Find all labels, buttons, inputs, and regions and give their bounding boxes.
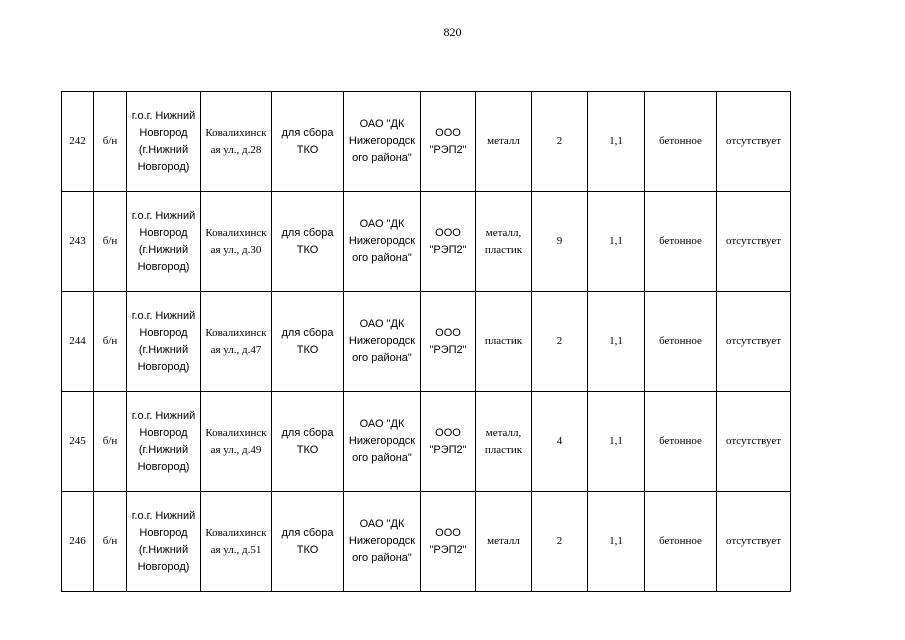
cell-fence <box>717 292 791 392</box>
cell-operator-line: "РЭП2" <box>429 543 467 556</box>
cell-operator-line: ООО <box>435 526 461 539</box>
cell-purpose <box>272 292 344 392</box>
cell-fence-text: отсутствует <box>725 135 782 147</box>
cell-container-count <box>532 192 588 292</box>
cell-management-company-line: Нижегородск <box>348 535 416 547</box>
cell-operator-line: ООО <box>435 226 461 239</box>
cell-registry-mark-text: б/н <box>102 335 118 347</box>
cell-purpose-line: для сбора <box>281 126 334 139</box>
cell-management-company-line: ого района" <box>352 252 412 264</box>
cell-fence <box>717 192 791 292</box>
cell-registry-mark <box>94 492 127 592</box>
cell-management-company <box>344 492 421 592</box>
cell-locality-line: г.о.г. Нижний <box>131 209 196 222</box>
cell-container-count-text: 2 <box>556 135 563 147</box>
cell-container-count <box>532 392 588 492</box>
cell-container-material <box>476 392 532 492</box>
cell-locality-line: Новгород) <box>137 460 190 473</box>
cell-container-count <box>532 492 588 592</box>
cell-operator <box>421 192 476 292</box>
cell-purpose <box>272 492 344 592</box>
cell-address-line: ая ул., д.28 <box>210 143 262 156</box>
table-row <box>62 292 791 392</box>
cell-registry-mark-text: б/н <box>102 135 118 147</box>
cell-operator <box>421 492 476 592</box>
cell-fence-text: отсутствует <box>725 335 782 347</box>
cell-surface-type <box>645 292 717 392</box>
cell-address-line: Ковалихинск <box>205 326 267 339</box>
cell-registry-mark <box>94 92 127 192</box>
cell-address <box>201 192 272 292</box>
cell-purpose-line: для сбора <box>281 226 334 239</box>
cell-container-material <box>476 92 532 192</box>
cell-locality <box>127 192 201 292</box>
cell-number-text: 244 <box>69 335 86 347</box>
cell-number <box>62 192 94 292</box>
cell-address <box>201 92 272 192</box>
cell-management-company-line: ОАО "ДК <box>359 318 405 330</box>
table-row <box>62 492 791 592</box>
cell-container-material-line: металл <box>487 535 520 547</box>
cell-container-material <box>476 492 532 592</box>
cell-fence-text: отсутствует <box>725 535 782 547</box>
cell-registry-mark-text: б/н <box>102 535 118 547</box>
cell-registry-mark <box>94 292 127 392</box>
cell-surface-type-text: бетонное <box>659 535 702 547</box>
cell-management-company-line: ОАО "ДК <box>359 118 405 130</box>
cell-container-volume <box>588 292 645 392</box>
cell-surface-type <box>645 192 717 292</box>
cell-container-material <box>476 292 532 392</box>
cell-surface-type-text: бетонное <box>659 335 702 347</box>
cell-management-company-line: Нижегородск <box>348 335 416 347</box>
cell-purpose <box>272 192 344 292</box>
cell-operator-line: "РЭП2" <box>429 343 467 356</box>
table-row <box>62 392 791 492</box>
cell-address-line: Ковалихинск <box>205 126 267 139</box>
cell-container-count <box>532 92 588 192</box>
cell-fence <box>717 392 791 492</box>
cell-locality-line: Новгород <box>139 526 188 539</box>
cell-management-company-line: ого района" <box>352 152 412 164</box>
cell-operator-line: ООО <box>435 326 461 339</box>
cell-operator-line: ООО <box>435 126 461 139</box>
cell-locality-line: Новгород) <box>137 360 190 373</box>
cell-purpose-line: ТКО <box>296 343 319 356</box>
cell-address-line: Ковалихинск <box>205 526 267 539</box>
cell-purpose-line: ТКО <box>296 543 319 556</box>
cell-locality-line: (г.Нижний <box>138 243 189 256</box>
cell-locality-line: (г.Нижний <box>138 443 189 456</box>
cell-locality-line: г.о.г. Нижний <box>131 309 196 322</box>
cell-management-company-line: ОАО "ДК <box>359 218 405 230</box>
cell-registry-mark-text: б/н <box>102 435 118 447</box>
cell-container-volume <box>588 492 645 592</box>
cell-registry-mark-text: б/н <box>102 235 118 247</box>
cell-container-material <box>476 192 532 292</box>
cell-locality-line: Новгород <box>139 126 188 139</box>
cell-locality-line: Новгород) <box>137 160 190 173</box>
cell-locality <box>127 92 201 192</box>
cell-container-count-text: 4 <box>556 435 563 447</box>
cell-address-line: ая ул., д.47 <box>210 343 262 356</box>
cell-surface-type <box>645 92 717 192</box>
table-row <box>62 192 791 292</box>
cell-surface-type-text: бетонное <box>659 135 702 147</box>
cell-address-line: ая ул., д.49 <box>210 443 262 456</box>
cell-operator-line: ООО <box>435 426 461 439</box>
cell-address-line: Ковалихинск <box>205 226 267 239</box>
cell-management-company <box>344 392 421 492</box>
cell-fence <box>717 92 791 192</box>
cell-container-volume-text: 1,1 <box>609 335 623 347</box>
table-row <box>62 92 791 192</box>
cell-purpose-line: для сбора <box>281 526 334 539</box>
cell-locality <box>127 492 201 592</box>
cell-purpose-line: для сбора <box>281 326 334 339</box>
cell-container-volume-text: 1,1 <box>609 135 623 147</box>
cell-surface-type-text: бетонное <box>659 435 702 447</box>
cell-management-company-line: Нижегородск <box>348 135 416 147</box>
cell-container-count-text: 2 <box>556 335 563 347</box>
cell-registry-mark <box>94 192 127 292</box>
cell-operator <box>421 92 476 192</box>
cell-address-line: ая ул., д.30 <box>210 243 262 256</box>
cell-number <box>62 392 94 492</box>
cell-locality-line: (г.Нижний <box>138 543 189 556</box>
cell-number <box>62 492 94 592</box>
cell-operator <box>421 392 476 492</box>
cell-surface-type <box>645 392 717 492</box>
cell-locality-line: (г.Нижний <box>138 343 189 356</box>
cell-management-company-line: ого района" <box>352 452 412 464</box>
cell-management-company-line: Нижегородск <box>348 235 416 247</box>
cell-container-material-line: металл, <box>485 426 522 439</box>
cell-container-volume <box>588 192 645 292</box>
cell-locality-line: Новгород <box>139 226 188 239</box>
cell-container-count-text: 2 <box>556 535 563 547</box>
cell-fence-text: отсутствует <box>725 235 782 247</box>
cell-locality-line: г.о.г. Нижний <box>131 109 196 122</box>
cell-management-company <box>344 92 421 192</box>
cell-purpose <box>272 392 344 492</box>
cell-locality-line: Новгород) <box>137 260 190 273</box>
cell-surface-type-text: бетонное <box>659 235 702 247</box>
cell-address <box>201 392 272 492</box>
cell-purpose-line: ТКО <box>296 143 319 156</box>
cell-number <box>62 292 94 392</box>
cell-address <box>201 492 272 592</box>
cell-fence-text: отсутствует <box>725 435 782 447</box>
cell-purpose-line: ТКО <box>296 243 319 256</box>
cell-purpose-line: ТКО <box>296 443 319 456</box>
cell-number-text: 243 <box>69 235 86 247</box>
waste-site-table <box>61 91 791 592</box>
cell-locality-line: (г.Нижний <box>138 143 189 156</box>
cell-address <box>201 292 272 392</box>
cell-container-volume <box>588 392 645 492</box>
cell-management-company-line: ОАО "ДК <box>359 418 405 430</box>
cell-address-line: ая ул., д.51 <box>210 543 262 556</box>
cell-operator <box>421 292 476 392</box>
cell-operator-line: "РЭП2" <box>429 243 467 256</box>
cell-fence <box>717 492 791 592</box>
cell-number-text: 245 <box>69 435 86 447</box>
cell-management-company-line: ОАО "ДК <box>359 518 405 530</box>
cell-container-material-line: металл, <box>485 226 522 239</box>
cell-registry-mark <box>94 392 127 492</box>
cell-locality <box>127 292 201 392</box>
cell-operator-line: "РЭП2" <box>429 443 467 456</box>
cell-container-count <box>532 292 588 392</box>
cell-management-company-line: ого района" <box>352 552 412 564</box>
cell-number-text: 246 <box>69 535 86 547</box>
cell-locality <box>127 392 201 492</box>
cell-locality-line: Новгород) <box>137 560 190 573</box>
cell-locality-line: г.о.г. Нижний <box>131 409 196 422</box>
page-number: 820 <box>443 25 462 39</box>
cell-container-volume-text: 1,1 <box>609 235 623 247</box>
cell-container-material-line: металл <box>487 135 520 147</box>
cell-container-volume <box>588 92 645 192</box>
cell-container-volume-text: 1,1 <box>609 435 623 447</box>
cell-number-text: 242 <box>69 135 86 147</box>
cell-locality-line: Новгород <box>139 326 188 339</box>
cell-surface-type <box>645 492 717 592</box>
cell-container-material-line: пластик <box>484 335 523 347</box>
cell-purpose-line: для сбора <box>281 426 334 439</box>
cell-container-material-line: пластик <box>484 443 523 456</box>
cell-container-material-line: пластик <box>484 243 523 256</box>
table-body <box>62 92 791 592</box>
cell-container-volume-text: 1,1 <box>609 535 623 547</box>
cell-operator-line: "РЭП2" <box>429 143 467 156</box>
cell-management-company-line: ого района" <box>352 352 412 364</box>
cell-container-count-text: 9 <box>556 235 563 247</box>
cell-management-company <box>344 292 421 392</box>
cell-management-company-line: Нижегородск <box>348 435 416 447</box>
cell-locality-line: г.о.г. Нижний <box>131 509 196 522</box>
cell-purpose <box>272 92 344 192</box>
cell-locality-line: Новгород <box>139 426 188 439</box>
cell-management-company <box>344 192 421 292</box>
cell-address-line: Ковалихинск <box>205 426 267 439</box>
cell-number <box>62 92 94 192</box>
